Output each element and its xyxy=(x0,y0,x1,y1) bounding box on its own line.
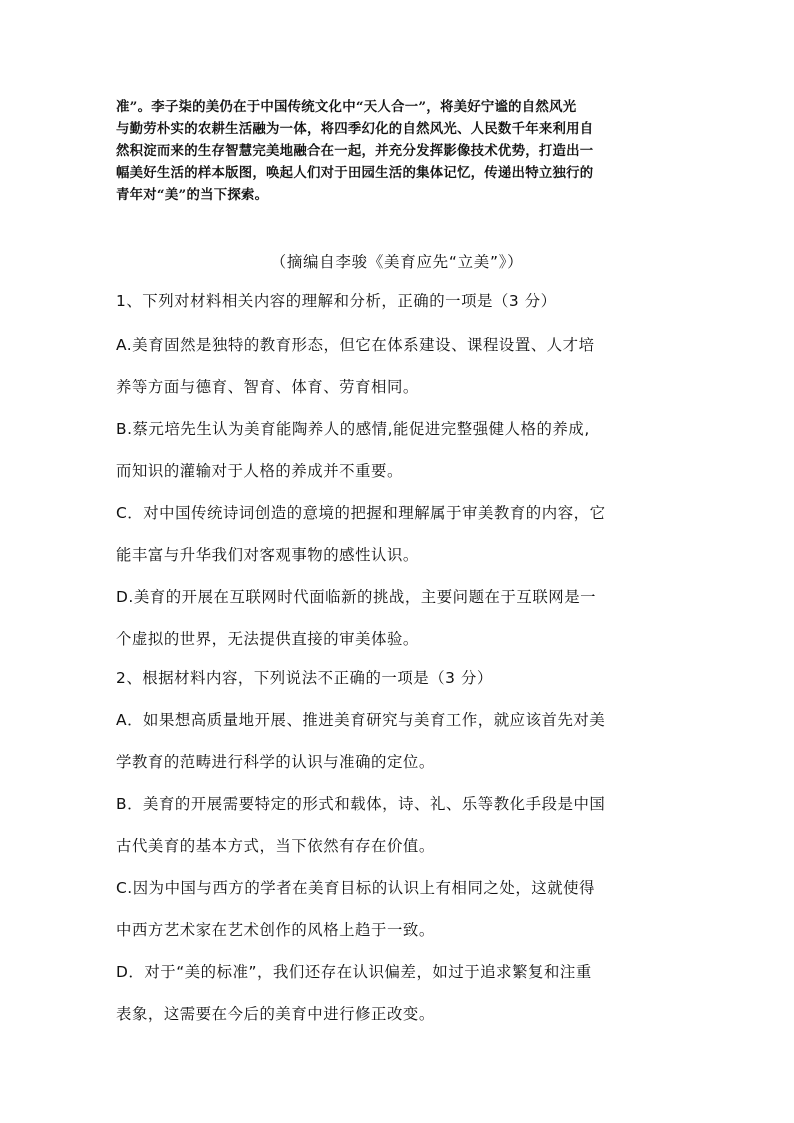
passage-line: 然积淀而来的生存智慧完美地融合在一起，并充分发挥影像技术优势，打造出一 xyxy=(116,143,594,159)
question-stem: 2、根据材料内容，下列说法不正确的一项是（3 分） xyxy=(116,669,493,687)
option-a-line-2: 学教育的范畴进行科学的认识与准确的定位。 xyxy=(116,753,435,771)
option-c-line-2: 中西方艺术家在艺术创作的风格上趋于一致。 xyxy=(116,921,435,939)
passage-line: 与勤劳朴实的农耕生活融为一体，将四季幻化的自然风光、人民数千年来利用自 xyxy=(116,121,594,137)
option-a-line-1: A．如果想高质量地开展、推进美育研究与美育工作，就应该首先对美 xyxy=(116,711,606,729)
option-d-line-2: 个虚拟的世界，无法提供直接的审美体验。 xyxy=(116,630,419,648)
option-d-line-1: D．对于“美的标准”，我们还存在认识偏差，如过于追求繁复和注重 xyxy=(116,963,592,981)
passage-line: 准”。李子柒的美仍在于中国传统文化中“天人合一”，将美好宁谧的自然风光 xyxy=(116,99,577,115)
option-d-line-2: 表象，这需要在今后的美育中进行修正改变。 xyxy=(116,1005,435,1023)
option-c-line-2: 能丰富与升华我们对客观事物的感性认识。 xyxy=(116,546,419,564)
passage-line: 青年对“美”的当下探索。 xyxy=(116,187,269,203)
option-b-line-2: 古代美育的基本方式，当下依然有存在价值。 xyxy=(116,837,435,855)
source-citation: （摘编自李骏《美育应先“立美”》） xyxy=(270,253,524,271)
option-c-line-1: C．对中国传统诗词创造的意境的把握和理解属于审美教育的内容，它 xyxy=(116,504,606,522)
option-b-line-1: B．美育的开展需要特定的形式和载体，诗、礼、乐等教化手段是中国 xyxy=(116,795,606,813)
option-a-line-1: A.美育固然是独特的教育形态，但它在体系建设、课程设置、人才培 xyxy=(116,336,595,354)
passage-end xyxy=(116,96,682,206)
option-c-line-1: C.因为中国与西方的学者在美育目标的认识上有相同之处，这就使得 xyxy=(116,879,596,897)
option-b-line-1: B.蔡元培先生认为美育能陶养人的感情,能促进完整强健人格的养成, xyxy=(116,420,590,438)
question-stem: 1、下列对材料相关内容的理解和分析，正确的一项是（3 分） xyxy=(116,292,557,310)
option-d-line-1: D.美育的开展在互联网时代面临新的挑战，主要问题在于互联网是一 xyxy=(116,588,597,606)
option-b-line-2: 而知识的灌输对于人格的养成并不重要。 xyxy=(116,462,403,480)
option-a-line-2: 养等方面与德育、智育、体育、劳育相同。 xyxy=(116,378,419,396)
passage-line: 幅美好生活的样本版图，唤起人们对于田园生活的集体记忆，传递出特立独行的 xyxy=(116,165,594,181)
